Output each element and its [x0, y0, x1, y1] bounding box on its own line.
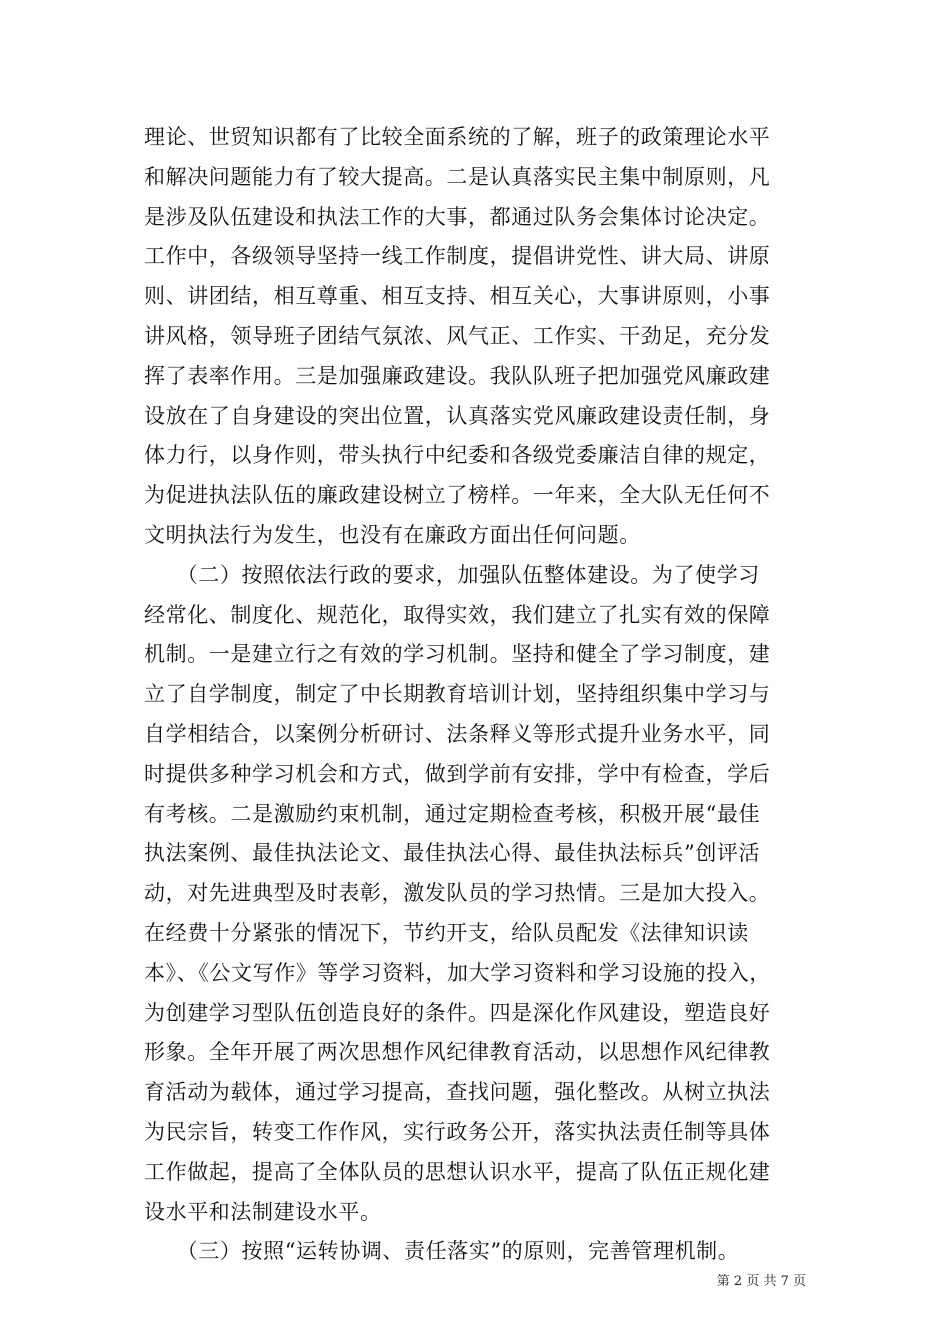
- text-line: 立了自学制度，制定了中长期教育培训计划，坚持组织集中学习与: [144, 682, 771, 707]
- text-line: 挥了表率作用。三是加强廉政建设。我队队班子把加强党风廉政建: [144, 363, 771, 388]
- text-line: 则、讲团结，相互尊重、相互支持、相互关心，大事讲原则，小事: [144, 284, 771, 309]
- text-line: 执法案例、最佳执法论文、最佳执法心得、最佳执法标兵”创评活: [144, 841, 761, 866]
- text-line: 在经费十分紧张的情况下，节约开支，给队员配发《法律知识读: [144, 920, 749, 945]
- text-line: （二）按照依法行政的要求，加强队伍整体建设。为了使学习: [144, 562, 760, 587]
- text-line: 动，对先进典型及时表彰，激发队员的学习热情。三是加大投入。: [144, 881, 771, 906]
- text-line: 讲风格，领导班子团结气氛浓、风气正、工作实、干劲足，充分发: [144, 323, 771, 348]
- text-line: 为创建学习型队伍创造良好的条件。四是深化作风建设，塑造良好: [144, 1000, 771, 1025]
- text-line: 本》、《公文写作》等学习资料，加大学习资料和学习设施的投入，: [144, 960, 771, 985]
- text-line: 是涉及队伍建设和执法工作的大事，都通过队务会集体讨论决定。: [144, 204, 771, 229]
- text-line: 工作做起，提高了全体队员的思想认识水平，提高了队伍正规化建: [144, 1159, 771, 1184]
- text-line: 时提供多种学习机会和方式，做到学前有安排，学中有检查，学后: [144, 761, 771, 786]
- text-line: 形象。全年开展了两次思想作风纪律教育活动，以思想作风纪律教: [144, 1040, 771, 1065]
- text-line: 体力行，以身作则，带头执行中纪委和各级党委廉洁自律的规定，: [144, 443, 771, 468]
- paragraph-2: [144, 556, 814, 1233]
- document-body: [144, 118, 814, 1272]
- text-line: 自学相结合，以案例分析研讨、法条释义等形式提升业务水平，同: [144, 721, 771, 746]
- text-line: （三）按照“运转协调、责任落实”的原则，完善管理机制。: [144, 1239, 740, 1264]
- text-line: 设放在了自身建设的突出位置，认真落实党风廉政建设责任制，身: [144, 403, 771, 428]
- text-line: 文明执法行为发生，也没有在廉政方面出任何问题。: [144, 522, 641, 547]
- text-line: 为民宗旨，转变工作作风，实行政务公开，落实执法责任制等具体: [144, 1119, 771, 1144]
- text-line: 有考核。二是激励约束机制，通过定期检查考核，积极开展“最佳: [144, 801, 761, 826]
- text-line: 工作中，各级领导坚持一线工作制度，提倡讲党性、讲大局、讲原: [144, 244, 771, 269]
- paragraph-1: [144, 118, 814, 556]
- paragraph-3: [144, 1232, 814, 1272]
- text-line: 和解决问题能力有了较大提高。二是认真落实民主集中制原则，凡: [144, 164, 771, 189]
- text-line: 机制。一是建立行之有效的学习机制。坚持和健全了学习制度，建: [144, 642, 771, 667]
- page-number-footer: 第 2 页 共 7 页: [716, 1274, 806, 1289]
- text-line: 理论、世贸知识都有了比较全面系统的了解，班子的政策理论水平: [144, 125, 771, 149]
- text-line: 育活动为载体，通过学习提高，查找问题，强化整改。从树立执法: [144, 1080, 771, 1105]
- text-line: 设水平和法制建设水平。: [144, 1199, 382, 1224]
- text-line: 为促进执法队伍的廉政建设树立了榜样。一年来，全大队无任何不: [144, 483, 771, 508]
- text-line: 经常化、制度化、规范化，取得实效，我们建立了扎实有效的保障: [144, 602, 771, 627]
